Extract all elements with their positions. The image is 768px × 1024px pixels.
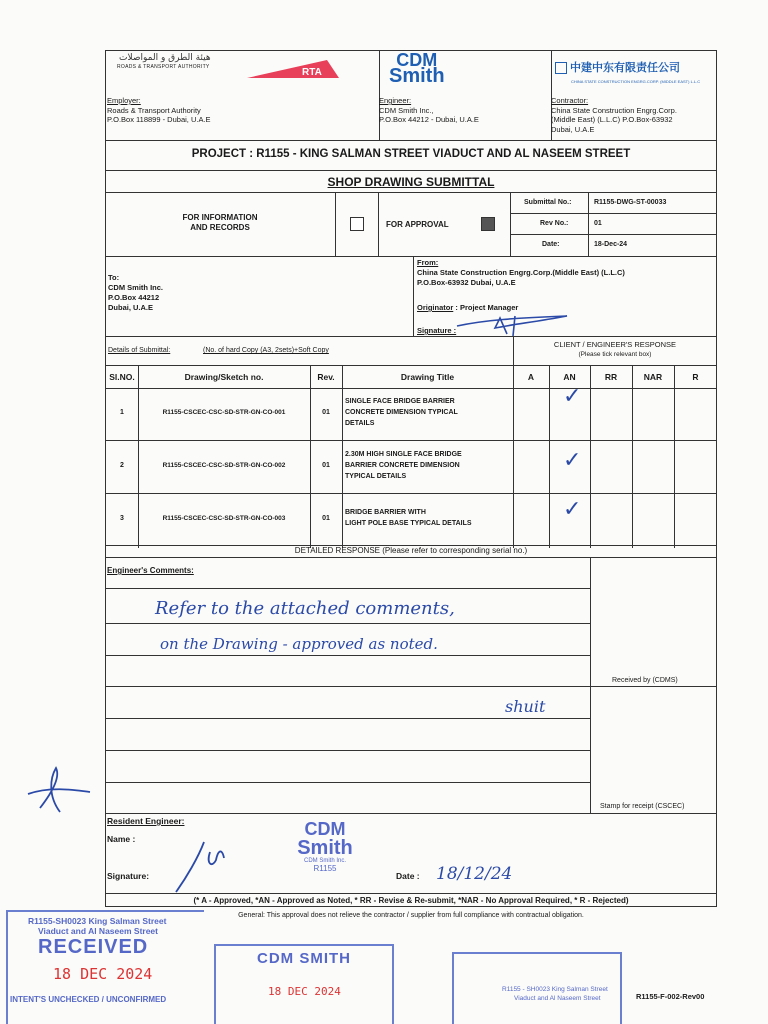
rule [105,336,717,337]
comment-line [105,686,717,687]
contractor-line: Dubai, U.A.E [551,124,595,134]
rta-english-name: ROADS & TRANSPORT AUTHORITY [117,64,210,70]
engineer-column [379,50,551,140]
divider [674,365,675,548]
comment-line [105,750,590,751]
general-note: General: This approval does not relieve the contractor / supplier from full compliance with contractual obligation. [238,912,584,919]
employer-line: Roads & Transport Authority [107,105,201,115]
letterhead [107,50,717,140]
rule [105,893,717,894]
details-label: Details of Submittal: [108,347,171,354]
rta-arabic-name: هيئة الطرق و المواصلات [119,53,211,63]
submittal-no-value: R1155-DWG-ST-00033 [594,199,667,206]
employer-line: P.O.Box 118899 - Dubai, U.A.E [107,115,211,124]
originator: Originator : Project Manager [417,303,519,312]
comment-line [105,588,590,589]
table-header-rule [105,388,717,389]
col-header-nar: NAR [643,372,663,382]
engineers-comments-label: Engineer's Comments: [107,566,194,575]
legend: (* A - Approved, *AN - Approved as Noted, * RR - Revise & Re-submit, *NAR - No Approval Required, * R - Rejected) [193,896,629,905]
approved-noted-tick-icon: ✓ [563,448,582,473]
divider [335,192,336,256]
detailed-response-label: DETAILED RESPONSE (Please refer to corresponding serial no.) [294,546,528,555]
date-label: Date: [542,241,560,248]
divider [590,557,591,813]
cscec-logo: 中建中东有限责任公司 [555,62,680,74]
rule [105,192,717,193]
divider [632,365,633,548]
handwritten-initials: shuit [505,697,546,716]
stamp-receipt-label: Stamp for receipt (CSCEC) [600,803,685,810]
divider [590,365,591,548]
divider [513,336,514,548]
divider [588,192,589,256]
rule [105,256,717,257]
response-header: CLIENT / ENGINEER'S RESPONSE (Please tick relevant box) [553,340,677,358]
to-block: To: CDM Smith Inc. P.O.Box 44212 Dubai, U.A.E [108,273,164,312]
comment-line [105,655,590,656]
rev-value: 01 [594,220,602,227]
form-title: SHOP DRAWING SUBMITTAL [327,175,495,189]
contractor-column [551,50,717,140]
cdm-smith-stamp: CDM Smith CDM Smith Inc. R1155 [297,819,353,873]
resident-signature-icon [170,838,240,896]
col-header-r: R [692,372,699,382]
divider [378,192,379,256]
table-top-rule [105,365,717,366]
col-header-an: AN [563,372,576,382]
col-header-rev: Rev. [317,372,335,382]
approved-noted-tick-icon: ✓ [563,497,582,522]
name-label: Name : [107,834,136,844]
col-header-title: Drawing Title [400,372,455,382]
comment-line [105,782,590,783]
details-value: (No. of hard Copy (A3, 2sets)+Soft Copy [203,347,329,354]
cscec-emblem-icon [555,62,567,74]
rule [105,140,717,141]
project-title: PROJECT : R1155 - KING SALMAN STREET VIADUCT AND AL NASEEM STREET [191,148,631,160]
handwritten-comment: Refer to the attached comments, [155,598,455,619]
rule [105,170,717,171]
col-header-rr: RR [604,372,618,382]
from-signature-icon [455,310,585,338]
divider [342,365,343,548]
date-value: 18-Dec-24 [594,241,628,248]
contractor-line: China State Construction Engrg.Corp. [551,105,677,115]
divider [510,192,511,256]
document-page: هيئة الطرق و المواصلات ROADS & TRANSPORT AUTHORITY RTA Employer: Roads & Transport Authority P.O.Box 118899 - Dubai, U.A.E CDM Smith Engineer: CDM Smith Inc., P.O.Box 44212 - Dubai, U.A.E 中建中东有限责任公司 CHINA STATE CONSTRUCTION ENGRG.CORP. (MIDDLE EAST) L.L.C Contractor: China State Construction Engrg.Corp. (Middle East) (L.L.C) P.O.Box-63932 Dubai, U.A.E PROJECT : R1155 - KING SALMAN STREET VIADUCT AND AL NASEEM STREET SHOP DRAWING SUBMITTAL FOR INFORMATION AND RECORDS FOR APPROVAL Submittal No.: R1155-DWG-ST-00033 Rev No.: 01 Date: 18-Dec-24 To: CDM Smith Inc. P.O.Box 44212 Dubai, U.A.E From: China State Construction Engrg.Corp.(Middle East) (L.L.C) P.O.Box-63932 Dubai, U.A.E Originator : Project Manager Signature : Details of Submittal: (No. of hard Copy (A3, 2sets)+Soft Copy CLIENT / ENGINEER'S RESPONSE (Please tick relevant box) Sl.NO. Drawing/Sketch no. Rev. Drawing Title A AN RR NAR R 1 R1155-CSCEC-CSC-SD-STR-GN-CO-001 01 SINGLE FACE BRIDGE BARRIER CONCRETE DIMENSION TYPICAL DETAILS ✓ 2 R1155-CSCEC-CSC-SD-STR-GN-CO-002 01 2.30M HIGH SINGLE FACE BRIDGE BARRIER CONCRETE DIMENSION TYPICAL DETAILS ✓ 3 R1155-CSCEC-CSC-SD-STR-GN-CO-003 01 BRIDGE BARRIER WITH LIGHT POLE BASE TYPICAL DETAILS ✓ DETAILED RESPONSE (Please refer to corresponding serial no.) Engineer's Comments: Refer to the attached comments, on the Drawing - approved as noted. shuit Received by (CDMS) Stamp for receipt (CSCEC) Resident Engineer: Name : Signature: Date : 18/12/24 CDM Smith CDM Smith Inc. R1155 (* A - Approved, *AN - Approved as Noted, * RR - Revise & Re-submit, *NAR - No Approval Required, * R - Rejected) General: This approval does not relieve the contractor / supplier from full compliance with contractual obligation. R1155-SH0023 King Salman Street Viaduct and Al Naseem Street RECEIVED 18 DEC 2024 INTENT'S UNCHECKED / UNCONFIRMED CDM SMITH 18 DEC 2024 R1155 - SH0023 King Salman Street Viaduct and Al Naseem Street R1155-F-002-Rev00 [0,0,768,1024]
engineer-line: P.O.Box 44212 - Dubai, U.A.E [379,115,479,124]
comment-line [105,813,717,814]
handwritten-comment: on the Drawing - approved as noted. [160,635,438,653]
cdm-smith-received-stamp: CDM SMITH 18 DEC 2024 [214,944,394,1024]
info-records-checkbox[interactable] [350,217,364,231]
col-header-a: A [527,372,535,382]
approval-label: FOR APPROVAL [386,220,449,229]
engineer-label: Engineer: [379,96,412,105]
margin-signature-icon [20,760,100,820]
rule [105,493,717,494]
contractor-line: (Middle East) (L.L.C) P.O.Box-63932 [551,115,673,124]
rule [105,440,717,441]
handwritten-date: 18/12/24 [436,864,513,884]
contractor-label: Contractor: [551,96,589,105]
approved-noted-tick-icon: ✓ [563,384,582,409]
rev-label: Rev No.: [540,220,569,227]
rule [510,213,717,214]
signature-label: Signature: [107,871,150,881]
rta-logo-text: RTA [302,67,322,78]
divider [413,256,414,336]
submittal-no-label: Submittal No.: [524,199,572,206]
cdm-smith-logo: CDM Smith [389,50,445,87]
divider [549,365,550,548]
from-signature-label: Signature : [417,326,457,335]
date-label-resident: Date : [396,871,420,881]
comment-line [105,623,590,624]
from-block: From: China State Construction Engrg.Corp.(Middle East) (L.L.C) P.O.Box-63932 Dubai, U.A.E [417,258,625,287]
comment-line [105,718,590,719]
cscec-logo-subtitle: CHINA STATE CONSTRUCTION ENGRG.CORP. (MIDDLE EAST) L.L.C [571,79,701,84]
engineer-line: CDM Smith Inc., [379,105,434,115]
col-header-slno: Sl.NO. [109,372,135,382]
form-code: R1155-F-002-Rev00 [636,992,705,1001]
rule [105,557,717,558]
employer-label: Employer: [107,96,141,105]
resident-engineer-label: Resident Engineer: [107,816,185,826]
info-records-label: FOR INFORMATION AND RECORDS [182,213,258,232]
rule [510,234,717,235]
approval-checkbox[interactable] [481,217,495,231]
cscec-received-stamp: R1155 - SH0023 King Salman Street Viaduct and Al Naseem Street [452,952,622,1024]
received-stamp: R1155-SH0023 King Salman Street Viaduct and Al Naseem Street RECEIVED 18 DEC 2024 INTENT'S UNCHECKED / UNCONFIRMED [6,910,204,1024]
received-by-label: Received by (CDMS) [612,677,678,684]
col-header-drawing: Drawing/Sketch no. [184,372,264,382]
employer-column [107,50,379,140]
rta-logo-icon [247,58,339,80]
